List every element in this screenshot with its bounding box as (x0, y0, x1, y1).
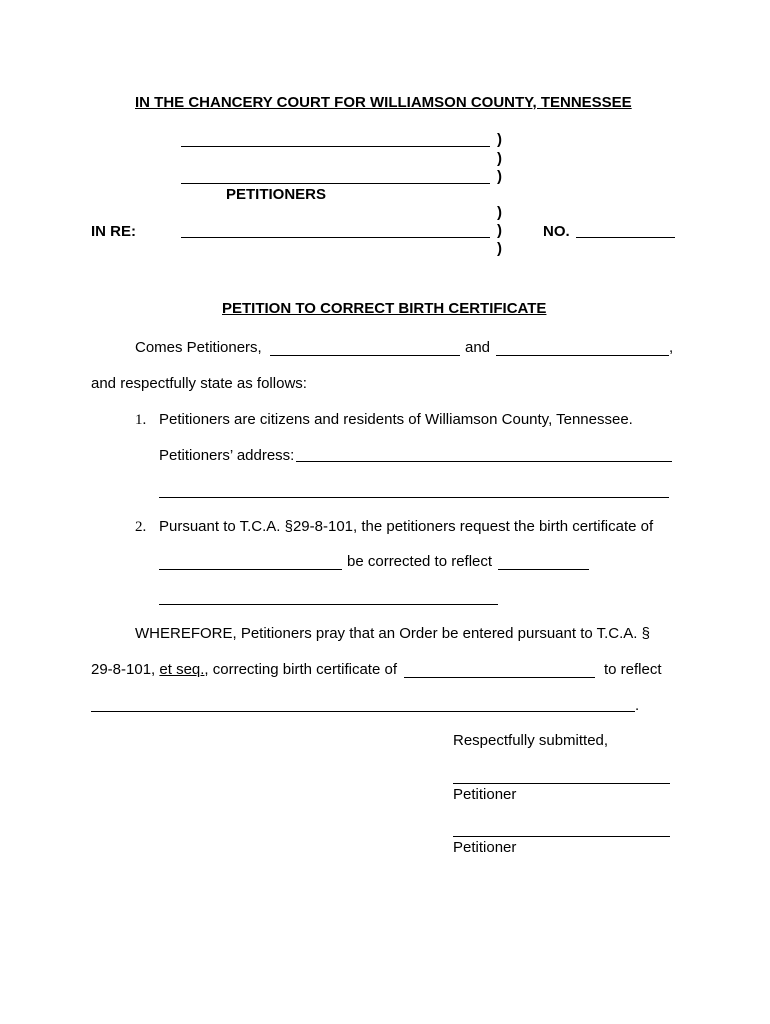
and-text: and (465, 339, 491, 356)
caption-paren: ) (497, 222, 502, 239)
caption-paren: ) (497, 131, 502, 148)
comes-petitioners-text: Comes Petitioners, (135, 339, 262, 356)
correcting-text: , correcting birth certificate of (204, 661, 397, 678)
statute-text: 29-8-101, (91, 661, 160, 678)
address-line-1[interactable] (296, 461, 672, 462)
certificate-name-line[interactable] (404, 677, 595, 678)
in-re-line[interactable] (181, 237, 490, 238)
item-number: 2. (135, 519, 147, 535)
corrected-value-line-2[interactable] (159, 604, 498, 605)
petitioner-1-name-line[interactable] (270, 355, 460, 356)
petitioner-signature-label-2: Petitioner (453, 839, 517, 856)
respectfully-submitted-text: Respectfully submitted, (453, 732, 609, 749)
petitioner-name-line-1[interactable] (181, 146, 490, 147)
case-number-line[interactable] (576, 237, 675, 238)
petitioner-signature-label-1: Petitioner (453, 786, 517, 803)
caption-paren: ) (497, 168, 502, 185)
wherefore-text: WHEREFORE, Petitioners pray that an Order be entered pursuant to T.C.A. § (135, 625, 650, 642)
item-number: 1. (135, 412, 147, 428)
case-no-label: NO. (543, 223, 570, 240)
wherefore-line-2 (91, 661, 397, 679)
birth-certificate-name-line[interactable] (159, 569, 342, 570)
to-reflect-text: to reflect (604, 661, 662, 678)
signature-line-2[interactable] (453, 836, 670, 837)
period-text: . (635, 697, 640, 714)
et-seq-text: et seq. (159, 661, 205, 678)
caption-paren: ) (497, 204, 502, 221)
state-as-follows-text: and respectfully state as follows: (91, 375, 307, 392)
comma-text: , (669, 339, 674, 356)
item-2-text: Pursuant to T.C.A. §29-8-101, the petitioners request the birth certificate of (159, 518, 654, 535)
item-1-text: Petitioners are citizens and residents of Williamson County, Tennessee. (159, 411, 633, 428)
caption-paren: ) (497, 240, 502, 257)
reflect-value-line[interactable] (91, 711, 635, 712)
petitioner-name-line-2[interactable] (181, 183, 490, 184)
corrected-to-reflect-text: be corrected to reflect (347, 553, 493, 570)
in-re-label: IN RE: (91, 223, 136, 240)
corrected-value-line[interactable] (498, 569, 589, 570)
address-label: Petitioners’ address: (159, 447, 295, 464)
caption-paren: ) (497, 150, 502, 167)
address-line-2[interactable] (159, 497, 669, 498)
petition-title: PETITION TO CORRECT BIRTH CERTIFICATE (222, 300, 547, 317)
petitioners-label: PETITIONERS (226, 186, 327, 203)
court-header: IN THE CHANCERY COURT FOR WILLIAMSON COUNTY, TENNESSEE (135, 94, 632, 111)
signature-line-1[interactable] (453, 783, 670, 784)
petitioner-2-name-line[interactable] (496, 355, 669, 356)
